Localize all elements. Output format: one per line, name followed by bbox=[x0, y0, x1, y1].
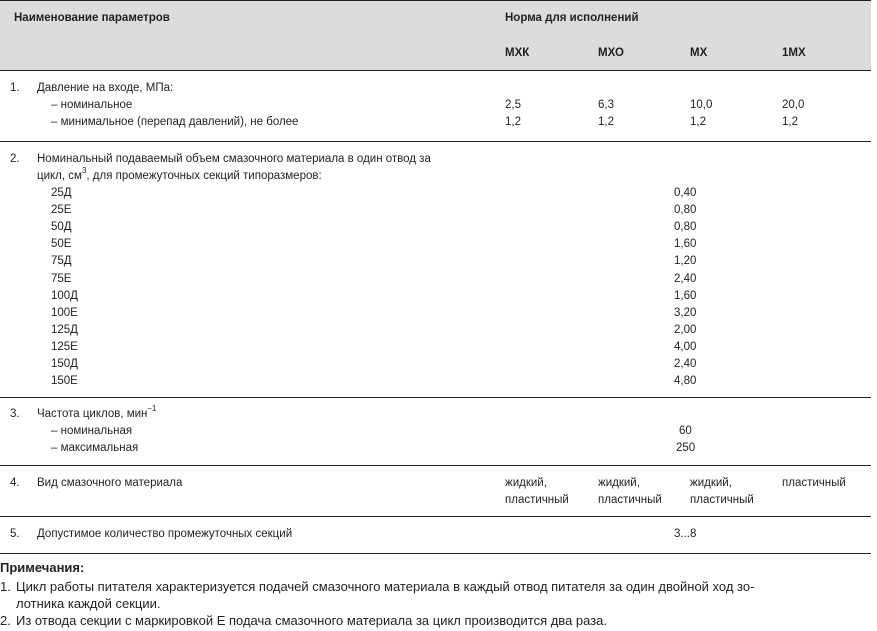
variant-header-mxo: МХО bbox=[598, 47, 624, 59]
row-number: 1. bbox=[10, 82, 20, 94]
value-cell: 250 bbox=[676, 442, 696, 454]
sub-label: – номинальное bbox=[51, 99, 133, 111]
row-divider bbox=[0, 516, 871, 517]
size-label: 25Е bbox=[51, 204, 72, 216]
variant-header-mxk: МХК bbox=[505, 47, 530, 59]
size-label: 75Е bbox=[51, 273, 72, 285]
sub-label: – минимальное (перепад давлений), не более bbox=[51, 116, 299, 128]
row-title: Номинальный подаваемый объем смазочного материала в один отвод за bbox=[37, 153, 431, 165]
size-value: 0,80 bbox=[674, 204, 697, 216]
value-cell: 10,0 bbox=[690, 99, 713, 111]
value-cell: 1,2 bbox=[782, 116, 798, 128]
size-label: 150Д bbox=[51, 358, 78, 370]
param-column-header: Наименование параметров bbox=[14, 12, 170, 24]
size-label: 25Д bbox=[51, 187, 72, 199]
value-cell: жидкий, bbox=[505, 477, 547, 489]
size-label: 125Е bbox=[51, 341, 78, 353]
value-cell: жидкий, bbox=[690, 477, 732, 489]
size-value: 2,40 bbox=[674, 358, 697, 370]
note-text: Цикл работы питателя характеризуется подачей смазочного материала в каждый отвод питателя за один двойной ход зо- bbox=[16, 579, 755, 594]
row-title-line2: цикл, $см^3$, для промежуточных секций типоразмеров: bbox=[37, 166, 322, 182]
row-number: 2. bbox=[10, 153, 20, 165]
value-cell: 20,0 bbox=[782, 99, 805, 111]
row-number: 4. bbox=[10, 477, 20, 489]
value-cell: 1,2 bbox=[598, 116, 614, 128]
value-cell: пластичный bbox=[690, 494, 754, 506]
value-cell: пластичный bbox=[598, 494, 662, 506]
value-cell: пластичный bbox=[505, 494, 569, 506]
size-label: 150Е bbox=[51, 375, 78, 387]
value-cell: 6,3 bbox=[598, 99, 614, 111]
row-divider bbox=[0, 397, 871, 398]
value-cell: жидкий, bbox=[598, 477, 640, 489]
table-bottom-border bbox=[0, 553, 871, 554]
value-cell: пластичный bbox=[782, 477, 846, 489]
sub-label: – максимальная bbox=[51, 442, 139, 454]
size-label: 125Д bbox=[51, 324, 78, 336]
size-value: 1,60 bbox=[674, 238, 697, 250]
size-value: 4,00 bbox=[674, 341, 697, 353]
row-title: Давление на входе, МПа: bbox=[37, 82, 174, 94]
size-value: 1,60 bbox=[674, 290, 697, 302]
value-cell: 1,2 bbox=[505, 116, 521, 128]
note-number: 1. bbox=[0, 579, 11, 594]
row-title: Вид смазочного материала bbox=[37, 477, 183, 489]
value-cell: 2,5 bbox=[505, 99, 521, 111]
note-number: 2. bbox=[0, 613, 11, 628]
size-value: 0,80 bbox=[674, 221, 697, 233]
note-text-continued: лотника каждой секции. bbox=[16, 596, 161, 611]
size-value: 3,20 bbox=[674, 307, 697, 319]
size-label: 100Е bbox=[51, 307, 78, 319]
size-value: 4,80 bbox=[674, 375, 697, 387]
sub-label: – номинальная bbox=[51, 425, 133, 437]
value-cell: 1,2 bbox=[690, 116, 706, 128]
size-label: 50Е bbox=[51, 238, 72, 250]
norm-column-header: Норма для исполнений bbox=[505, 12, 639, 24]
value-cell: 60 bbox=[679, 425, 692, 437]
size-value: 0,40 bbox=[674, 187, 697, 199]
value-cell: 3...8 bbox=[674, 528, 697, 540]
row-title: Частота циклов, мин$^{-1}$ bbox=[37, 404, 157, 420]
row-divider bbox=[0, 141, 871, 142]
row-title: Допустимое количество промежуточных секций bbox=[37, 528, 293, 540]
size-value: 2,40 bbox=[674, 273, 697, 285]
note-text: Из отвода секции с маркировкой Е подача смазочного материала за цикл производится два раза. bbox=[16, 613, 608, 628]
row-number: 3. bbox=[10, 408, 20, 420]
size-label: 50Д bbox=[51, 221, 72, 233]
size-label: 100Д bbox=[51, 290, 78, 302]
variant-header-mx: МХ bbox=[690, 47, 708, 59]
size-label: 75Д bbox=[51, 255, 72, 267]
row-number: 5. bbox=[10, 528, 20, 540]
size-value: 2,00 bbox=[674, 324, 697, 336]
notes-title: Примечания: bbox=[0, 560, 85, 575]
size-value: 1,20 bbox=[674, 255, 697, 267]
variant-header-1mx: 1МХ bbox=[782, 47, 806, 59]
row-divider bbox=[0, 465, 871, 466]
